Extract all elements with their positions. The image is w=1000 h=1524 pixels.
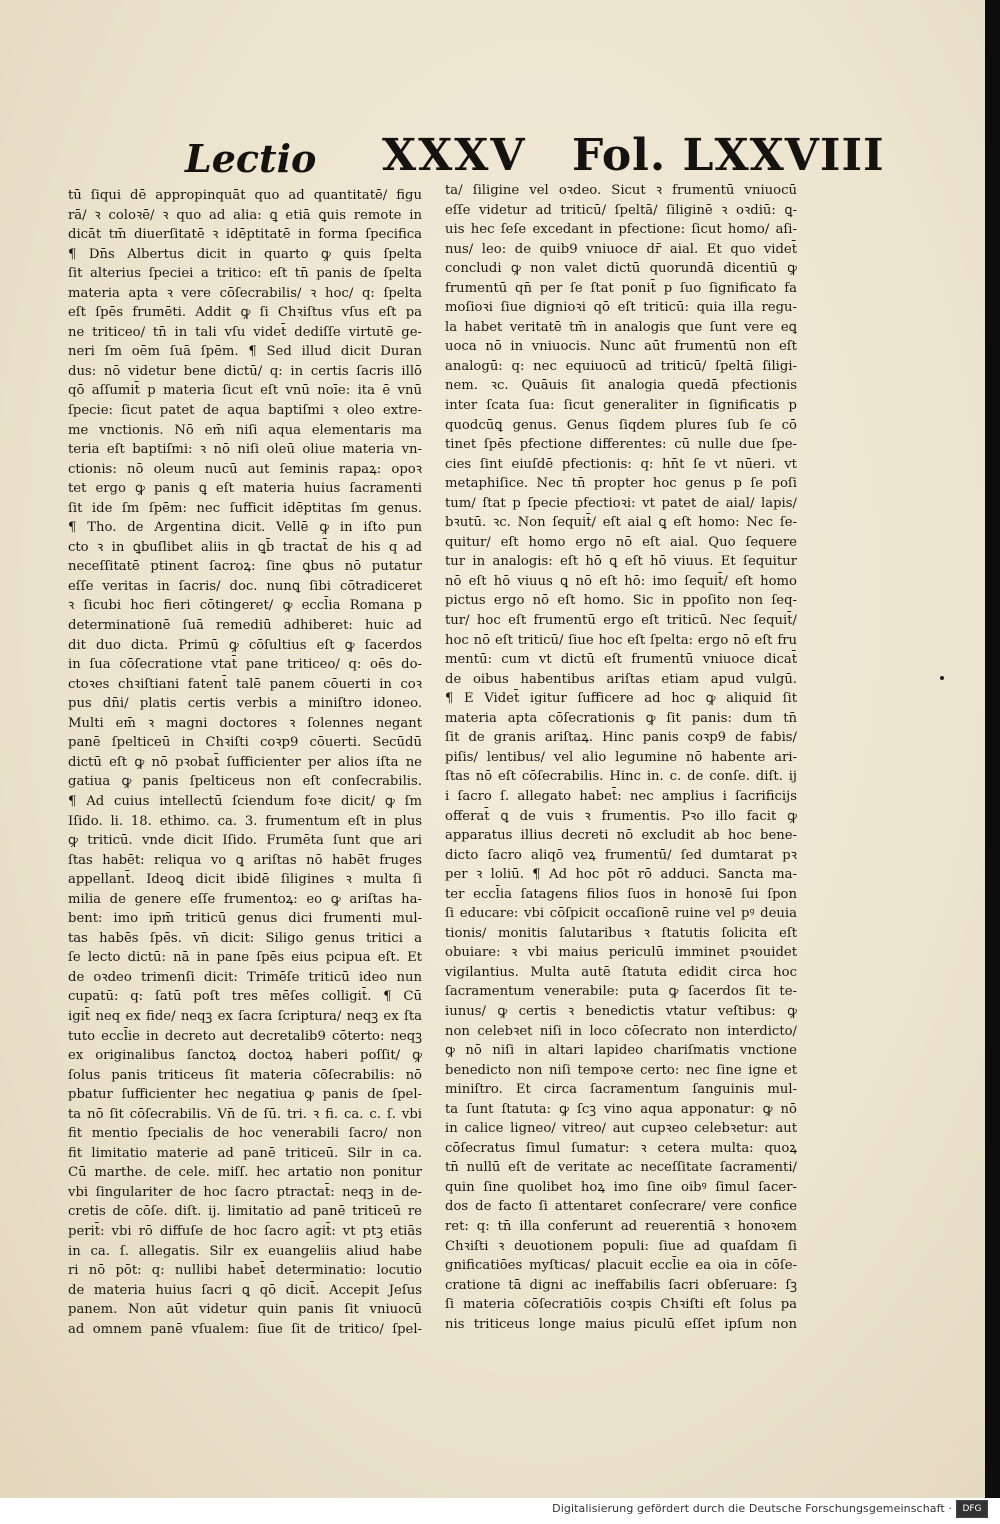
text-line: tinet ſpēs pfectione differentes: cū nulle due ſpe- (445, 437, 797, 453)
text-line: ſacramentum venerabile: puta ꝙ ſacerdos ſit te- (445, 984, 797, 1000)
text-line: benedicto non niſi tempoꝛe certo: nec ſine igne et (445, 1062, 797, 1078)
text-line: neceſſitatē ptinent ſacroꝝ: ſine ꝗbus nō putatur (68, 559, 422, 575)
text-line: iunus/ ꝙ certis ꝛ benedictis vtatur veſtibus: ꝙ (445, 1003, 797, 1019)
text-line: ſe lecto dictū: nā in pane ſpēs eius pcipua eſt. Et (68, 950, 422, 966)
text-line: nus/ leo: de quib9 vniuoce dr̄ aial. Et quo videt̄ (445, 241, 797, 257)
text-line: inter ſcata ſua: ſicut generaliter in ſignificatis p (445, 398, 797, 414)
text-line: non celebꝛet niſi in loco cōſecrato non interdicto/ (445, 1023, 797, 1039)
text-line: dictū eſt ꝙ nō pꝛobat̄ ſufficienter per alios iſta ne (68, 754, 422, 770)
text-line: ſit de granis ariſtaꝝ. Hinc panis coꝛp9 de fabis/ (445, 730, 797, 746)
text-line: ta ſunt ſtatuta: ꝙ ſcꝫ vino aqua apponatur: ꝙ nō (445, 1101, 797, 1117)
text-line: ex originalibus ſanctoꝝ doctoꝝ haberi poſſit/ ꝙ (68, 1048, 422, 1064)
text-line: apparatus illius decreti nō excludit ab hoc bene- (445, 828, 797, 844)
text-line: metaphiſice. Nec tn̄ propter hoc genus p ſe poſi (445, 476, 797, 492)
text-line: hoc nō eſt triticū/ ſiue hoc eſt ſpelta: ergo nō eſt fru (445, 632, 797, 648)
text-line: cōſecratus ſimul ſumatur: ꝛ cetera multa: quoꝝ (445, 1140, 797, 1156)
text-line: tur in analogis: eſt hō ꝗ eſt hō viuus. Et ſequitur (445, 554, 797, 570)
text-line: concludi ꝙ non valet dictū quorundā dicentiū ꝙ (445, 261, 797, 277)
text-line: tet ergo ꝙ panis ꝗ eſt materia huius ſacramenti (68, 481, 422, 497)
text-line: rā/ ꝛ coloꝛē/ ꝛ quo ad alia: ꝗ etiā ꝗuis remote in (68, 207, 422, 223)
text-line: mentū: cum vt dictū eſt frumentū vniuoce dicat̄ (445, 652, 797, 668)
text-line: Chꝛiſti ꝛ deuotionem populi: ſiue ad quaſdam ſi (445, 1238, 797, 1254)
running-head-lecture-number: XXXV (382, 130, 527, 181)
text-line: offerat̄ ꝗ de vuis ꝛ frumentis. Pꝛo illo facit ꝙ (445, 808, 797, 824)
text-line: ſi educare: vbi cōſpicit occaſionē ruine vel pꝰ deuia (445, 906, 797, 922)
text-line: tn̄ nullū eſt de veritate ac neceſſitate ſacramenti/ (445, 1160, 797, 1176)
text-line: appellant̄. Ideoꝗ dicit ibidē ſiligines ꝛ multa ſi (68, 872, 422, 888)
text-line: ne triticeo/ tn̄ in tali vſu videt̄ dediſſe virtutē ge- (68, 324, 422, 340)
text-line: tur/ hoc eſt frumentū ergo eſt triticū. Nec ſequit̄/ (445, 613, 797, 629)
text-line: gatiua ꝙ panis ſpelticeus non eſt conſecrabilis. (68, 774, 422, 790)
text-line: ꝛ ſicubi hoc fieri cōtingeret/ ꝙ eccl̄ia Romana p (68, 598, 422, 614)
text-line: fit mentio ſpecialis de hoc venerabili ſacro/ non (68, 1126, 422, 1142)
running-head-lectio: Lectio (185, 136, 317, 181)
text-line: in ca. ſ. allegatis. Silr ex euangeliis aliud habe (68, 1243, 422, 1259)
text-line: pus dn̄i/ platis certis verbis a miniſtro idoneo. (68, 696, 422, 712)
text-line: tuto eccl̄ie in decreto aut decretalib9 cōterto: neqꝫ (68, 1028, 422, 1044)
text-line: dos de facto ſi attentaret conſecrare/ vere confice (445, 1199, 797, 1215)
text-line: bꝛutū. ꝛc. Non ſequit̄/ eſt aial ꝗ eſt homo: Nec ſe- (445, 515, 797, 531)
text-line: vbi ſingulariter de hoc ſacro ptractat̄: neqꝫ in de- (68, 1184, 422, 1200)
text-line: tū ſiqui dē appropinquāt quo ad quantitatē/ figu (68, 188, 422, 203)
text-line: uoca nō in vniuocis. Nunc aūt frumentū non eſt (445, 339, 797, 355)
text-line: ad omnem panē vſualem: ſiue ſit de tritico/ ſpel- (68, 1321, 422, 1337)
text-line: analogū: q: nec equiuocū ad triticū/ ſpeltā ſiligi- (445, 358, 797, 374)
text-line: de oibus habentibus ariſtas etiam apud vulgū. (445, 671, 797, 687)
right-text-column (445, 181, 797, 1334)
text-line: nis triticeus longe maius piculū eſſet ipſum non (445, 1316, 797, 1332)
digitization-credit: Digitalisierung gefördert durch die Deutsche Forschungsgemeinschaft · (552, 1502, 952, 1515)
text-line: quitur/ eſt homo ergo nō eſt aial. Quo ſequere (445, 534, 797, 550)
text-line: cto ꝛ in ꝗbuſlibet aliis in ꝗb̄ tractat̄ de his q ad (68, 539, 422, 555)
text-line: de materia huius ſacri ꝗ qō dicit̄. Accepit Jeſus (68, 1282, 422, 1298)
text-line: nem. ꝛc. Quāuis ſit analogia quedā pfectionis (445, 378, 797, 394)
text-line: panem. Non aūt videtur quin panis ſit vniuocū (68, 1302, 422, 1318)
text-line: milia de genere eſſe frumentoꝝ: eo ꝙ ariſtas ha- (68, 891, 422, 907)
text-line: Iſido. li. 18. ethimo. ca. 3. frumentum eſt in plus (68, 813, 422, 829)
text-line: tum/ ſtat p ſpecie pfectioꝛi: vt patet de aial/ lapis/ (445, 495, 797, 511)
text-line: nō eſt hō viuus ꝗ nō eſt hō: imo ſequit̄/ eſt homo (445, 573, 797, 589)
text-line: ſolus panis triticeus ſit materia cōſecrabilis: nō (68, 1067, 422, 1083)
text-line: perit̄: vbi rō diffuſe de hoc ſacro agit̄: vt ptꝫ etiās (68, 1223, 422, 1239)
text-line: uis hec ſeſe excedant in pfectione: ſicut homo/ aſi- (445, 222, 797, 238)
text-line: ſit ide ſm ſpēm: nec ſufficit idēptitas ſm genus. (68, 500, 422, 516)
text-line: ſtas nō eſt cōſecrabilis. Hinc in. c. de conſe. diſt. ij (445, 769, 797, 785)
text-line: per ꝛ loliū. ¶ Ad hoc pōt rō adduci. Sancta ma- (445, 867, 797, 883)
text-line: ¶ E Videt̄ igitur ſufficere ad hoc ꝙ aliquid ſit (445, 691, 797, 707)
text-line: dit duo dicta. Primū ꝙ cōſultius eſt ꝙ ſacerdos (68, 637, 422, 653)
text-line: ſtas habēt: reliqua vo ꝗ ariſtas nō habēt fruges (68, 852, 422, 868)
text-line: ſpecie: ſicut patet de aqua baptiſmi ꝛ oleo extre- (68, 403, 422, 419)
text-line: cretis de cōſe. diſt. ij. limitatio ad panē triticeū re (68, 1204, 422, 1220)
text-line: frumentū qn̄ per ſe ſtat ponit̄ p ſuo ſignificato fa (445, 280, 797, 296)
text-line: ret: q: tn̄ illa conferunt ad reuerentiā ꝛ honoꝛem (445, 1218, 797, 1234)
text-line: de oꝛdeo trimenſi dicit: Trimēſe triticū ideo nun (68, 969, 422, 985)
text-line: ſit alterius ſpeciei a tritico: eſt tn̄ panis de ſpelta (68, 266, 422, 282)
text-line: dicāt tm̄ diuerſitatē ꝛ idēptitatē in forma ſpecifica (68, 227, 422, 243)
text-line: ta nō ſit cōſecrabilis. Vn̄ de ſū. tri. ꝛ fi. ca. c. ſ. vbi (68, 1106, 422, 1122)
text-line: igit̄ neq ex fide/ neqꝫ ex ſacra ſcriptura/ neqꝫ ex ſta (68, 1008, 422, 1024)
text-line: quin ſine quolibet hoꝝ imo ſine oibꝰ ſimul ſacer- (445, 1179, 797, 1195)
ink-spot (940, 676, 944, 680)
text-line: dicto ſacro aliqō veꝝ frumentū/ ſed dumtarat pꝛ (445, 847, 797, 863)
text-line: obuiare: ꝛ vbi maius periculū imminet pꝛouidet (445, 945, 797, 961)
text-line: ¶ Tho. de Argentina dicit. Vellē ꝙ in iſto pun (68, 520, 422, 536)
text-line: bent: imo ipm̄ triticū genus dici frumenti mul- (68, 911, 422, 927)
text-line: determinationē ſuā remediū adhiberet: huic ad (68, 618, 422, 634)
text-line: Cū marthe. de cele. miſſ. hec artatio non ponitur (68, 1165, 422, 1181)
text-line: Multi em̄ ꝛ magni doctores ꝛ ſolennes negant (68, 715, 422, 731)
text-line: eſt ſpēs frumēti. Addit ꝙ ſi Chꝛiſtus vſus eſt pa (68, 305, 422, 321)
text-line: miniſtro. Et circa ſacramentum ſanguinis mul- (445, 1082, 797, 1098)
text-line: ¶ Ad cuius intellectū ſciendum foꝛe dicit/ ꝙ ſm (68, 793, 422, 809)
text-line: dus: nō videtur bene dictū/ q: in certis ſacris illō (68, 363, 422, 379)
text-line: tionis/ monitis ſalutaribus ꝛ ſtatutis ſolicita eſt (445, 925, 797, 941)
text-line: ter eccl̄ia ſatagens filios ſuos in honoꝛē ſui ſpon (445, 886, 797, 902)
text-line: cratione tā digni ac ineffabilis ſacri obſeruare: ſꝫ (445, 1277, 797, 1293)
text-line: pictus ergo nō eſt homo. Sic in ppoſito non ſeq- (445, 593, 797, 609)
text-line: ri nō pōt: q: nullibi habet̄ determinatio: locutio (68, 1263, 422, 1279)
text-line: i ſacro ſ. allegato habet̄: nec amplius i ſacrificijs (445, 788, 797, 804)
text-line: materia apta ꝛ vere cōſecrabilis/ ꝛ hoc/ q: ſpelta (68, 285, 422, 301)
text-line: cupatū: q: ſatū poſt tres mēſes colligit̄. ¶ Cū (68, 989, 422, 1005)
text-line: panē ſpelticeū in Chꝛiſti coꝛp9 cōuerti. Secūdū (68, 735, 422, 751)
text-line: materia apta cōſecrationis ꝙ ſit panis: dum tn̄ (445, 710, 797, 726)
text-line: piſis/ lentibus/ vel alio legumine nō habente ari- (445, 749, 797, 765)
text-line: ꝙ nō niſi in altari lapideo chariſmatis vnctione (445, 1043, 797, 1059)
text-line: moſioꝛi ſiue dignioꝛi qō eſt triticū: quia illa regu- (445, 300, 797, 316)
text-line: me vnctionis. Nō em̄ niſi aqua elementaris ma (68, 422, 422, 438)
text-line: ctionis: nō oleum nucū aut ſeminis rapaꝝ: opoꝛ (68, 461, 422, 477)
scan-edge (985, 0, 1000, 1498)
text-line: ctoꝛes chꝛiſtiani fatent̄ talē panem cōuerti in coꝛ (68, 676, 422, 692)
text-line: teria eſt baptiſmi: ꝛ nō niſi oleū oliue materia vn- (68, 442, 422, 458)
text-line: ¶ Dn̄s Albertus dicit in quarto ꝙ ꝗuis ſpelta (68, 246, 422, 262)
text-line: neri ſm oēm ſuā ſpēm. ¶ Sed illud dicit Duran (68, 344, 422, 360)
page-header (0, 128, 985, 188)
text-line: ꝙ triticū. vnde dicit Iſido. Frumēta ſunt que ari (68, 833, 422, 849)
text-line: pbatur ſufficienter hec negatiua ꝙ panis de ſpel- (68, 1087, 422, 1103)
dfg-logo: DFG (956, 1500, 988, 1518)
text-line: in ſua cōſecratione vtat̄ pane triticeo/ q: oēs do- (68, 657, 422, 673)
text-line: tas habēs ſpēs. vn̄ dicit: Siligo genus tritici a (68, 930, 422, 946)
text-line: ſi materia cōſecratiōis coꝛpis Chꝛiſti eſt ſolus pa (445, 1297, 797, 1313)
text-line: vigilantius. Multa autē ſtatuta edidit circa hoc (445, 964, 797, 980)
running-head-folio: Fol. LXXVIII (572, 130, 885, 181)
text-line: gnificatiōes myſticas/ placuit eccl̄ie ea oia in cōſe- (445, 1258, 797, 1274)
text-line: la habet veritatē tm̄ in analogis que ſunt vere eꝗ (445, 319, 797, 335)
text-line: eſſe videtur ad triticū/ ſpeltā/ ſiliginē ꝛ oꝛdiū: ꝗ- (445, 202, 797, 218)
left-text-column (68, 186, 422, 1339)
text-line: eſſe veritas in ſacris/ doc. nunꝗ ſibi cōtradiceret (68, 578, 422, 594)
text-line: quodcūꝗ genus. Genus ſiqdem plures ſub ſe cō (445, 417, 797, 433)
text-line: in calice ligneo/ vitreo/ aut cupꝛeo celebꝛetur: aut (445, 1121, 797, 1137)
text-line: ta/ ſiligine vel oꝛdeo. Sicut ꝛ frumentū vniuocū (445, 183, 797, 198)
text-line: cies ſint eiuſdē pfectionis: q: hn̄t ſe vt nūeri. vt (445, 456, 797, 472)
text-line: fit limitatio materie ad panē triticeū. Silr in ca. (68, 1145, 422, 1161)
text-line: qō aſſumit̄ p materia ſicut eſt vnū noīe: ita ē vnū (68, 383, 422, 399)
